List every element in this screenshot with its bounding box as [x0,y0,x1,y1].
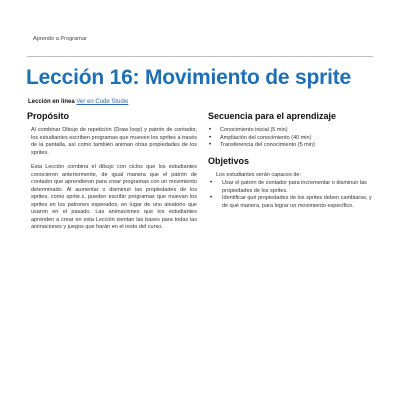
objectives-heading: Objetivos [208,155,250,166]
bullet-icon: • [209,127,212,133]
purpose-paragraph-2: Esta Lección combina el dibujo con ciclos que los estudiantes conocieron anteriormente, de igual manera que el patrón de contador que aprendieron para crear programas con un movimiento determinado. Al aumentar o disminuir las propiedades de los sprites, como sprite.x, pueden escribir programas que muevan los sprites en los patrones esperados, en lugar de uno aleatorio que usaron en el pasado. Las animaciones que los estudiantes aprenden a crear en esta Lección sientan las bases para todas las animaciones y juegos que harán en el resto del curso. [31,164,197,230]
sequence-item-2: Ampliación del conocimiento (40 min) [220,134,312,141]
purpose-paragraph-1: Al combinar Dibujo de repetición (Draw loop) y patrón de contador, los estudiantes escriben programas que mueven los sprites a través de la pantalla, así como también animan otras propiedades de los sprites. [31,127,198,156]
objective-item-1: Usar el patrón de contador para incrementar o disminuir las propiedades de los sprites. [222,180,367,194]
objectives-intro: Los estudiantes serán capaces de: [216,171,302,178]
bullet-icon: • [210,180,213,186]
sequence-item-1: Conocimiento inicial (5 min) [220,127,288,133]
page-title: Lección 16: Movimiento de sprite [26,66,352,89]
list-item [208,135,376,143]
sequence-item-3: Transferencia del conocimiento (5 min) [220,142,315,148]
list-item [208,195,376,210]
bullet-icon: • [210,195,213,201]
online-lesson-label: Lección en línea [28,99,75,105]
header-divider [27,56,373,57]
sequence-heading: Secuencia para el aprendizaje [208,111,337,121]
right-column [208,111,376,216]
list-item [208,127,376,135]
header-brand: Aprendo a Programar [33,36,87,42]
objective-item-2: Identificar qué propiedades de los sprites deben cambiarse, y de qué manera, para lograr un movimiento específico. [222,195,372,209]
list-item [208,142,376,150]
objectives-list [208,180,376,210]
bullet-icon: • [209,134,212,141]
list-item [208,180,376,195]
online-lesson-line [28,99,128,105]
code-studio-link[interactable]: Ver en Code Studio [76,99,129,105]
sequence-list [208,127,376,150]
purpose-heading: Propósito [27,111,69,121]
bullet-icon: • [209,142,212,148]
purpose-section [27,111,197,239]
